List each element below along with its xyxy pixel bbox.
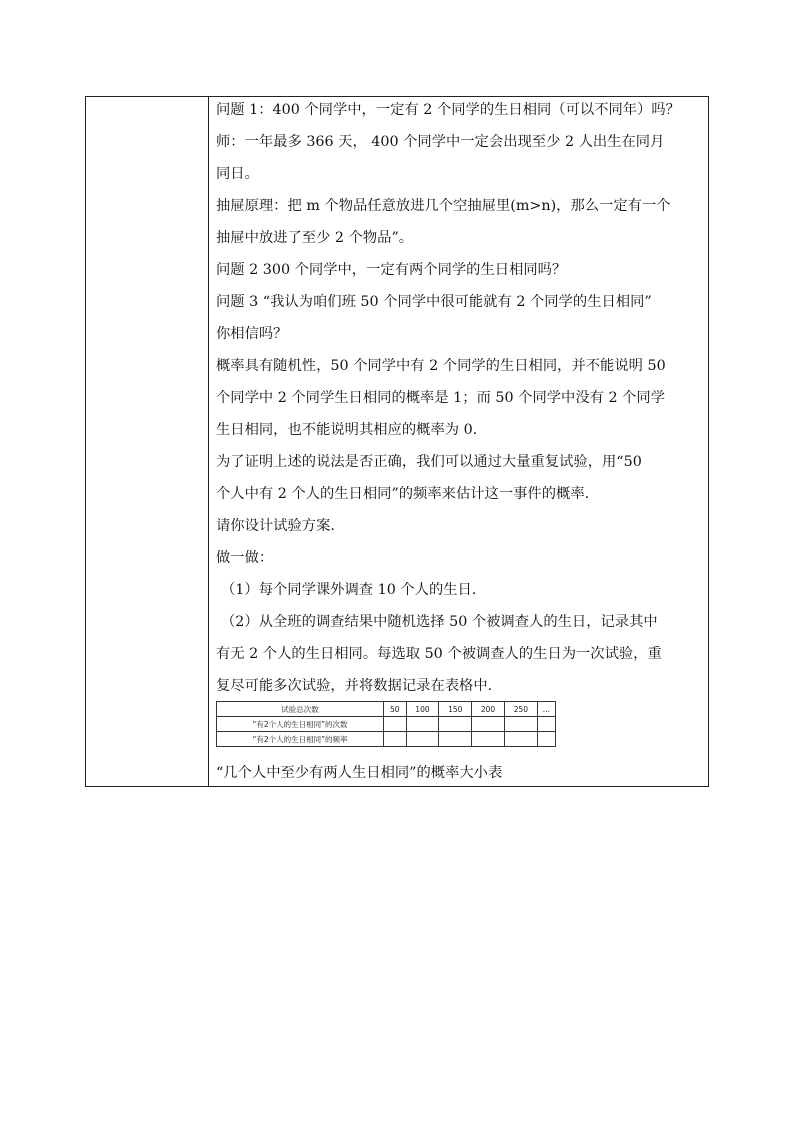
text-line: 请你设计试验方案. xyxy=(216,518,335,534)
table-cell xyxy=(537,717,555,732)
text-line: （1）每个同学课外调查 10 个人的生日. xyxy=(221,582,477,598)
text-line: 同日。 xyxy=(216,166,259,182)
table-cell xyxy=(472,732,505,747)
table-header-cell: 50 xyxy=(384,702,407,717)
text-line: 抽屉原理：把 m 个物品任意放进几个空抽屉里(m>n)，那么一定有一个 xyxy=(216,198,671,214)
text-line: 问题 1：400 个同学中，一定有 2 个同学的生日相同（可以不同年）吗？ xyxy=(216,102,680,118)
text-line: 概率具有随机性，50 个同学中有 2 个同学的生日相同，并不能说明 50 xyxy=(216,358,666,374)
text-line: 为了证明上述的说法是否正确，我们可以通过大量重复试验，用“50 xyxy=(216,454,642,470)
table-row xyxy=(217,732,556,747)
table-cell xyxy=(406,717,439,732)
text-line: 个人中有 2 个人的生日相同”的频率来估计这一事件的概率. xyxy=(216,486,590,502)
table-row-label: “有2个人的生日相同”的次数 xyxy=(217,717,384,732)
table-header-cell: 150 xyxy=(439,702,472,717)
table-cell xyxy=(439,732,472,747)
table-cell xyxy=(439,717,472,732)
table-cell xyxy=(406,732,439,747)
text-line: 你相信吗？ xyxy=(216,326,288,342)
table-cell xyxy=(504,717,537,732)
table-header-cell: 100 xyxy=(406,702,439,717)
trial-data-table xyxy=(216,701,556,747)
table-header-cell: 试验总次数 xyxy=(217,702,384,717)
text-line: 复尽可能多次试验，并将数据记录在表格中. xyxy=(216,678,493,694)
text-line: 做一做： xyxy=(216,550,274,566)
table-cell xyxy=(472,717,505,732)
table-cell xyxy=(384,732,407,747)
table-cell xyxy=(537,732,555,747)
table-header-cell: … xyxy=(537,702,555,717)
text-line: 个同学中 2 个同学生日相同的概率是 1；而 50 个同学中没有 2 个同学 xyxy=(216,390,666,406)
text-line: （2）从全班的调查结果中随机选择 50 个被调查人的生日，记录其中 xyxy=(221,614,658,630)
text-line: 生日相同，也不能说明其相应的概率为 0. xyxy=(216,422,478,438)
text-line: 抽屉中放进了至少 2 个物品”。 xyxy=(216,230,414,246)
text-line: 问题 3 “我认为咱们班 50 个同学中很可能就有 2 个同学的生日相同” xyxy=(216,294,652,310)
table-row-label: “有2个人的生日相同”的频率 xyxy=(217,732,384,747)
text-line: 问题 2 300 个同学中，一定有两个同学的生日相同吗？ xyxy=(216,262,567,278)
column-divider xyxy=(208,97,209,786)
table-header-row xyxy=(217,702,556,717)
table-cell xyxy=(504,732,537,747)
lesson-table-frame xyxy=(85,96,709,787)
text-line: 有无 2 个人的生日相同。每选取 50 个被调查人的生日为一次试验，重 xyxy=(216,646,662,662)
table-caption: “几个人中至少有两人生日相同”的概率大小表 xyxy=(216,765,503,781)
table-cell xyxy=(384,717,407,732)
table-row xyxy=(217,717,556,732)
text-line: 师：一年最多 366 天， 400 个同学中一定会出现至少 2 人出生在同月 xyxy=(216,134,665,150)
table-header-cell: 250 xyxy=(504,702,537,717)
table-header-cell: 200 xyxy=(472,702,505,717)
